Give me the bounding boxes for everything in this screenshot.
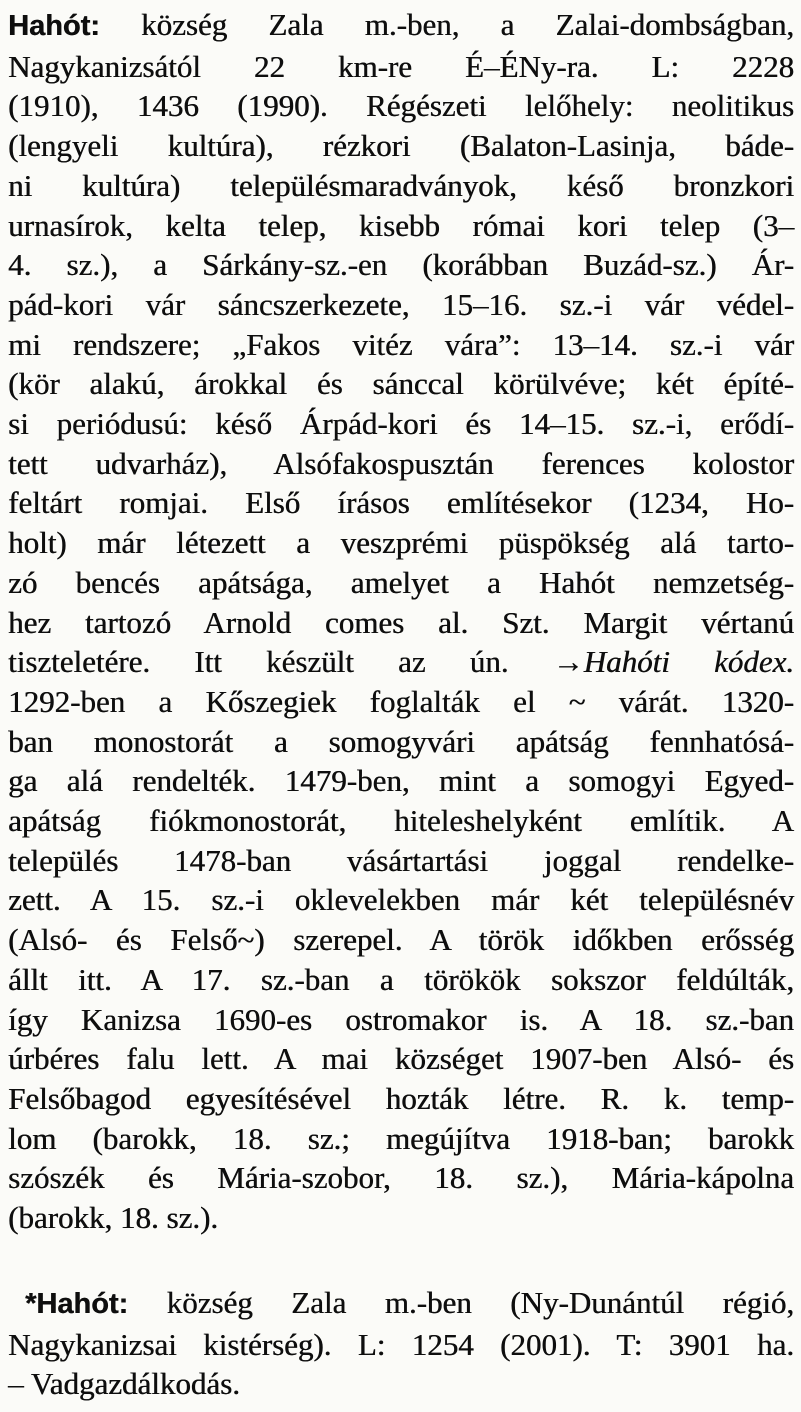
entry-text: állt itt. A 17. sz.-ban a törökök sokszor feldúlták, <box>8 961 794 997</box>
text-line <box>8 5 794 47</box>
text-line <box>8 404 794 444</box>
entry-text: (1910), 1436 (1990). Régészeti lelőhely: neolitikus <box>8 88 794 124</box>
text-line <box>8 245 794 285</box>
entry-text: urnasírok, kelta telep, kisebb római kori telep (3– <box>8 207 794 243</box>
text-line <box>8 1158 794 1198</box>
entry-text: (Alsó- és Felső~) szerepel. A török időkben erősség <box>8 922 794 958</box>
text-line <box>8 444 794 484</box>
text-line <box>8 841 794 881</box>
entry-text: (kör alakú, árokkal és sánccal körülvéve; két építé- <box>8 366 794 402</box>
entry-text: zett. A 15. sz.-i oklevelekben már két településnév <box>8 882 794 918</box>
text-line <box>8 1198 794 1238</box>
text-line <box>8 1000 794 1040</box>
entry-text: Nagykanizsai kistérség). L: 1254 (2001). T: 3901 ha. <box>8 1326 794 1362</box>
text-line <box>8 642 794 682</box>
text-line <box>8 1283 794 1325</box>
entry-text: hez tartozó Arnold comes al. Szt. Margit vértanú <box>8 604 794 640</box>
entry-text: zó bencés apátsága, amelyet a Hahót nemzetség- <box>8 564 794 600</box>
text-line <box>8 523 794 563</box>
text-line <box>8 325 794 365</box>
entry-hahot-modern <box>8 1283 794 1404</box>
entry-text: ga alá rendelték. 1479-ben, mint a somogyi Egyed- <box>8 763 794 799</box>
text-line <box>8 1364 794 1404</box>
entry-text: apátság fiókmonostorát, hiteleshelyként említik. A <box>8 803 794 839</box>
entry-text: úrbéres falu lett. A mai községet 1907-ben Alsó- és <box>8 1041 794 1077</box>
text-line <box>8 761 794 801</box>
text-line <box>8 880 794 920</box>
text-line <box>8 47 794 87</box>
text-line <box>8 920 794 960</box>
entry-text: holt) már létezett a veszprémi püspökség alá tarto- <box>8 525 794 561</box>
entry-text: így Kanizsa 1690-es ostromakor is. A 18. sz.-ban <box>8 1001 794 1037</box>
entry-text: település 1478-ban vásártartási joggal rendelke- <box>8 842 794 878</box>
entry-text: ni kultúra) településmaradványok, késő bronzkori <box>8 167 794 203</box>
entry-text: 4. sz.), a Sárkány-sz.-en (korábban Buzád-sz.) Ár- <box>8 247 794 283</box>
text-line <box>8 206 794 246</box>
entry-text: si periódusú: késő Árpád-kori és 14–15. sz.-i, erődí- <box>8 406 794 442</box>
text-line <box>8 1039 794 1079</box>
entry-text: feltárt romjai. Első írásos említésekor (1234, Ho- <box>8 485 794 521</box>
text-line <box>8 86 794 126</box>
entry-text: lom (barokk, 18. sz.; megújítva 1918-ban; barokk <box>8 1120 794 1156</box>
entry-text: – Vadgazdálkodás. <box>8 1366 240 1402</box>
text-line <box>8 1079 794 1119</box>
entry-text: 1292-ben a Kőszegiek foglalták el ~ várát. 1320- <box>8 683 794 719</box>
text-line <box>8 166 794 206</box>
cross-reference-title: Hahóti kódex. <box>583 644 795 680</box>
entry-text: szószék és Mária-szobor, 18. sz.), Mária-kápolna <box>8 1160 794 1196</box>
text-line <box>8 1119 794 1159</box>
entry-text: pád-kori vár sáncszerkezete, 15–16. sz.-i vár védel- <box>8 286 794 322</box>
text-line <box>8 682 794 722</box>
entry-text: mi rendszere; „Fakos vitéz vára”: 13–14. sz.-i vár <box>8 326 794 362</box>
entry-text: ban monostorát a somogyvári apátság fennhatósá- <box>8 723 794 759</box>
cross-reference-arrow-icon: → <box>552 644 584 680</box>
text-line <box>8 960 794 1000</box>
text-line <box>8 603 794 643</box>
entry-text: Felsőbagod egyesítésével hozták létre. R. k. temp- <box>8 1080 794 1116</box>
entry-text: község Zala m.-ben, a Zalai-dombságban, <box>99 7 794 42</box>
entry-text: (barokk, 18. sz.). <box>8 1200 219 1236</box>
text-line <box>8 722 794 762</box>
entry-text: tiszteletére. Itt készült az ún. <box>8 644 553 680</box>
text-line <box>8 364 794 404</box>
text-line <box>8 285 794 325</box>
entry-headword: *Hahót: <box>25 1287 129 1320</box>
entry-text: (lengyeli kultúra), rézkori (Balaton-Lasinja, báde- <box>8 128 794 164</box>
entry-text: község Zala m.-ben (Ny-Dunántúl régió, <box>128 1284 794 1320</box>
entry-text: tett udvarház), Alsófakospusztán ferences kolostor <box>8 445 794 481</box>
text-line <box>8 483 794 523</box>
text-line <box>8 563 794 603</box>
entry-text: Nagykanizsától 22 km-re É–ÉNy-ra. L: 2228 <box>8 48 794 84</box>
text-line <box>8 801 794 841</box>
entry-headword: Hahót: <box>8 10 100 42</box>
text-line <box>8 126 794 166</box>
text-line <box>8 1325 794 1365</box>
entry-hahot-historical <box>8 5 794 1238</box>
